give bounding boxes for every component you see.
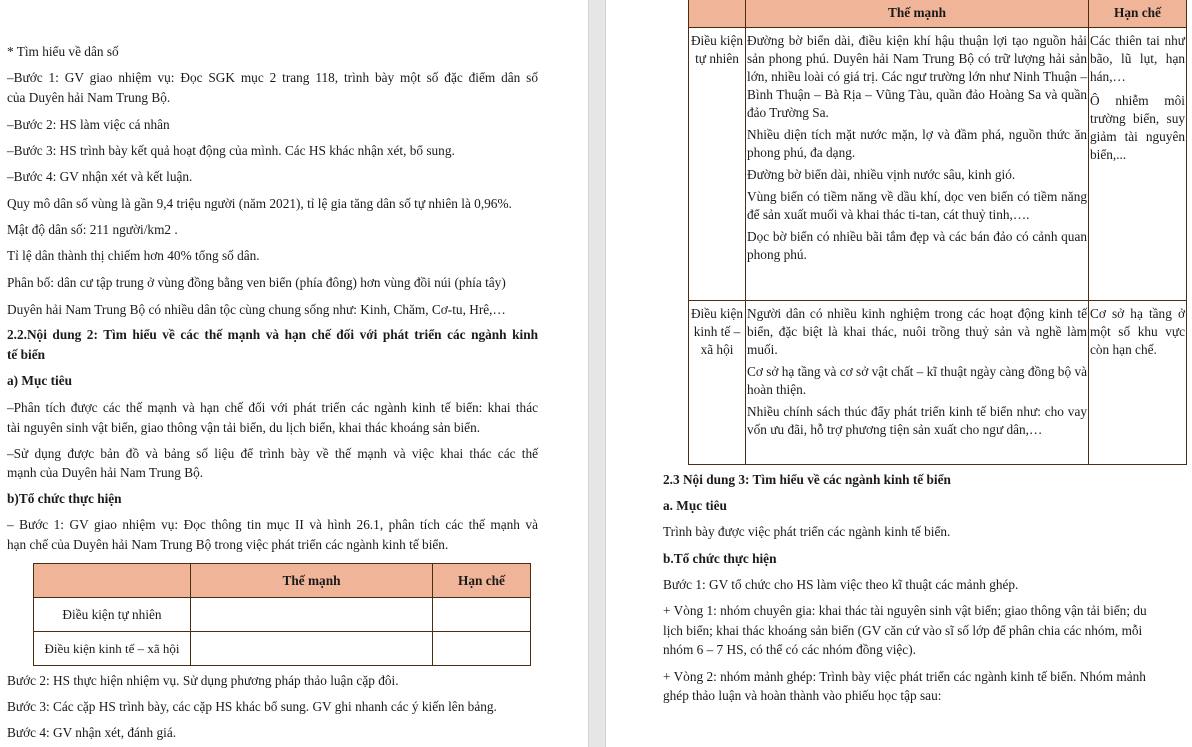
strength-item: Cơ sở hạ tầng và cơ sở vật chất – kĩ thuật ngày càng đồng bộ và hoàn thiện. — [747, 364, 1087, 397]
table-header-strengths: Thế mạnh — [746, 0, 1089, 28]
cell-socioeconomic-limitations — [1089, 301, 1187, 465]
row-label-socioeconomic: Điều kiện kinh tế – xã hội — [689, 301, 746, 465]
strength-item: Nhiều chính sách thúc đẩy phát triển kinh tế biển như: cho vay vốn ưu đãi, hỗ trợ phương tiện sản xuất cho ngư dân,… — [747, 404, 1087, 437]
cell-natural-limitations — [1089, 28, 1187, 301]
strength-item: Dọc bờ biển có nhiều bãi tắm đẹp và các bán đảo có cảnh quan phong phú. — [747, 229, 1087, 262]
population-step-1-cont: của Duyên hải Nam Trung Bộ. — [7, 90, 171, 105]
table-row — [34, 632, 531, 666]
round-1-cont: lịch biển; khai thác khoáng sản biển (GV căn cứ vào sĩ số lớp để phân chia các nhóm, mỗi — [663, 623, 1143, 638]
table-header-empty — [34, 564, 191, 598]
strength-item: Đường bờ biển dài, điều kiện khí hậu thuận lợi tạo nguồn hải sản phong phú. Duyên hải Nam Trung Bộ có trữ lượng hải sản lớn, nhiều loài có giá trị. Các ngư trường lớn như Ninh Thuận – Bình Thuận – Bà Rịa – Vũng Tàu, quần đảo Hoàng Sa và quần đảo Trường Sa. — [747, 33, 1087, 120]
after-table-step-2: Bước 2: HS thực hiện nhiệm vụ. Sử dụng phương pháp thảo luận cặp đôi. — [7, 673, 399, 688]
table-header-empty — [689, 0, 746, 28]
document-page-right — [606, 0, 1192, 747]
cell-socioeconomic-strengths — [746, 301, 1089, 465]
limitation-item: Cơ sở hạ tầng ở một số khu vực còn hạn chế. — [1090, 306, 1185, 357]
org-step-1: – Bước 1: GV giao nhiệm vụ: Đọc thông tin mục II và hình 26.1, phân tích các thế mạnh và — [7, 517, 538, 532]
round-2: + Vòng 2: nhóm mảnh ghép: Trình bày việc phát triển các ngành kinh tế biển. Nhóm mảnh — [663, 669, 1146, 684]
objective-heading: a. Mục tiêu — [663, 498, 727, 513]
population-step-3: –Bước 3: HS trình bày kết quả hoạt động của mình. Các HS khác nhận xét, bổ sung. — [7, 143, 455, 158]
row-label-natural: Điều kiện tự nhiên — [689, 28, 746, 301]
step-1: Bước 1: GV tổ chức cho HS làm việc theo kĩ thuật các mảnh ghép. — [663, 577, 1019, 592]
cell-natural-strengths — [746, 28, 1089, 301]
row-label-natural: Điều kiện tự nhiên — [34, 598, 191, 632]
page-gutter — [588, 0, 606, 747]
organization-heading: b.Tổ chức thực hiện — [663, 551, 777, 566]
fact-ethnic-groups: Duyên hải Nam Trung Bộ có nhiều dân tộc cùng chung sống như: Kinh, Chăm, Cơ-tu, Hrê,… — [7, 302, 506, 317]
strengths-limitations-answer-table — [688, 0, 1187, 465]
org-step-1-cont: hạn chế của Duyên hải Nam Trung Bộ trong việc phát triển các ngành kinh tế biển. — [7, 537, 449, 552]
after-table-step-3: Bước 3: Các cặp HS trình bày, các cặp HS khác bổ sung. GV ghi nhanh các ý kiến lên bảng. — [7, 699, 497, 714]
fact-density: Mật độ dân số: 211 người/km2 . — [7, 222, 178, 237]
fact-population-size: Quy mô dân số vùng là gần 9,4 triệu người (năm 2021), tỉ lệ gia tăng dân số tự nhiên là 0,96%. — [7, 196, 512, 211]
strength-item: Người dân có nhiều kinh nghiệm trong các hoạt động kinh tế biển, đặc biệt là khai thác, nuôi trồng thuỷ sản và nghề làm muối. — [747, 306, 1087, 357]
population-heading: * Tìm hiểu về dân số — [7, 44, 119, 59]
round-1: + Vòng 1: nhóm chuyên gia: khai thác tài nguyên sinh vật biển; giao thông vận tải biển; du — [663, 603, 1147, 618]
fact-urban-ratio: Tỉ lệ dân thành thị chiếm hơn 40% tổng số dân. — [7, 248, 260, 263]
table-row — [34, 598, 531, 632]
table-header-row — [689, 0, 1187, 28]
organization-heading: b)Tổ chức thực hiện — [7, 491, 122, 506]
table-header-strengths: Thế mạnh — [191, 564, 433, 598]
limitation-item: Các thiên tai như bão, lũ lụt, hạn hán,… — [1090, 33, 1185, 84]
document-page-left — [0, 0, 588, 747]
section-2-3-heading: 2.3 Nội dung 3: Tìm hiểu về các ngành kinh tế biển — [663, 472, 951, 487]
cell-natural-strengths[interactable] — [191, 598, 433, 632]
table-header-limitations: Hạn chế — [433, 564, 531, 598]
section-2-2-heading: 2.2.Nội dung 2: Tìm hiểu về các thế mạnh và hạn chế đối với phát triển các ngành kinh — [7, 327, 538, 342]
objective-1-cont: tài nguyên sinh vật biển, giao thông vận tải biển, du lịch biển, khai thác khoáng sản biển. — [7, 420, 481, 435]
table-header-limitations: Hạn chế — [1089, 0, 1187, 28]
table-row — [689, 28, 1187, 301]
after-table-step-4: Bước 4: GV nhận xét, đánh giá. — [7, 725, 177, 740]
round-1-cont-2: nhóm 6 – 7 HS, có thể có các nhóm đồng việc). — [663, 642, 916, 657]
population-step-2: –Bước 2: HS làm việc cá nhân — [7, 117, 170, 132]
objective-2-cont: mạnh của Duyên hải Nam Trung Bộ. — [7, 465, 204, 480]
strengths-limitations-worksheet-table — [33, 563, 531, 666]
population-step-1: –Bước 1: GV giao nhiệm vụ: Đọc SGK mục 2 trang 118, trình bày một số đặc điểm dân số — [7, 70, 538, 85]
objective-text: Trình bày được việc phát triển các ngành kinh tế biển. — [663, 524, 951, 539]
objective-heading: a) Mục tiêu — [7, 373, 72, 388]
section-2-2-heading-cont: tế biển — [7, 347, 46, 362]
objective-1: –Phân tích được các thế mạnh và hạn chế đối với phát triển các ngành kinh tế biển: khai thác — [7, 400, 538, 415]
table-header-row — [34, 564, 531, 598]
fact-distribution: Phân bố: dân cư tập trung ở vùng đồng bằng ven biển (phía đông) hơn vùng đồi núi (phía tây) — [7, 275, 506, 290]
strength-item: Nhiều diện tích mặt nước mặn, lợ và đầm phá, nguồn thức ăn phong phú, đa dạng. — [747, 127, 1087, 160]
strength-item: Vùng biển có tiềm năng về dầu khí, dọc ven biển có tiềm năng để sản xuất muối và khai thác ti-tan, cát thuỷ tinh,…. — [747, 189, 1087, 222]
cell-natural-limitations[interactable] — [433, 598, 531, 632]
limitation-item: Ô nhiễm môi trường biển, suy giảm tài nguyên biển,... — [1090, 93, 1185, 162]
objective-2: –Sử dụng được bản đồ và bảng số liệu để trình bày về thế mạnh và việc khai thác các thế — [7, 446, 538, 461]
cell-socioeconomic-strengths[interactable] — [191, 632, 433, 666]
table-row — [689, 301, 1187, 465]
row-label-socioeconomic: Điều kiện kinh tế – xã hội — [34, 632, 191, 666]
population-step-4: –Bước 4: GV nhận xét và kết luận. — [7, 169, 193, 184]
round-2-cont: ghép thảo luận và hoàn thành vào phiếu học tập sau: — [663, 688, 942, 703]
cell-socioeconomic-limitations[interactable] — [433, 632, 531, 666]
strength-item: Đường bờ biển dài, nhiều vịnh nước sâu, kinh gió. — [747, 167, 1016, 182]
